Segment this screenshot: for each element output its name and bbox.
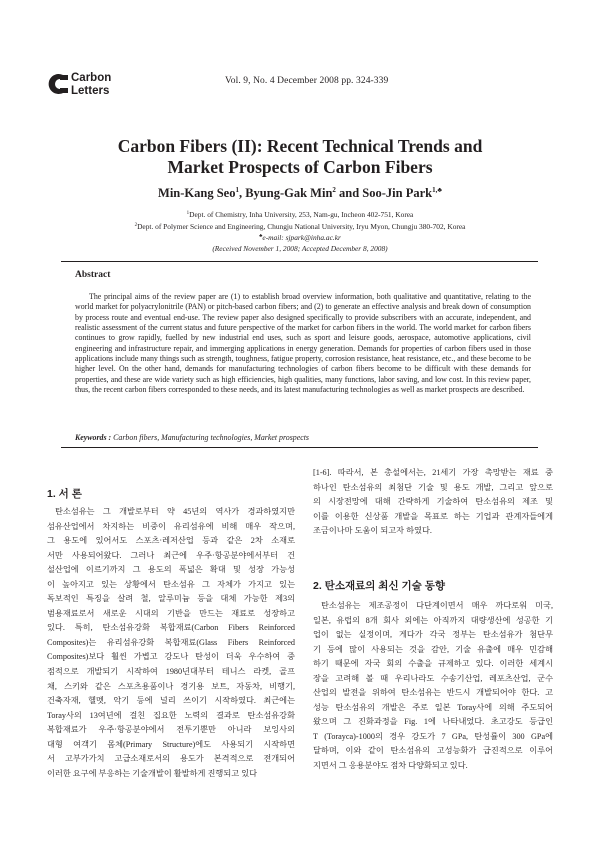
text-line: 지면서 그 응용분야도 점차 다양화되고 있다. (313, 761, 468, 771)
text-line: 범용재료로서 새로운 시대의 기반을 만드는 재료로 성장하고 (47, 608, 295, 618)
journal-logo (46, 72, 126, 100)
carbon-letters-logo-icon (46, 72, 68, 96)
text-line: 이를 이용한 신상품 개발을 목표로 하는 기업과 관계자들에게 (313, 511, 553, 521)
received-dates: (Received November 1, 2008; Accepted December 8, 2008) (212, 243, 388, 253)
text-line: 달하며, 이와 같이 탄소섬유의 고성능화가 급진적으로 이루어 (313, 746, 553, 756)
text-line: 의 시장전망에 대해 간략하게 기술하여 탄소섬유의 제조 및 (313, 497, 553, 507)
text-line: Toray사의 13여년에 걸친 집요한 노력의 결과로 탄소섬유강화 (47, 710, 295, 720)
author-1-affil: 1 (235, 186, 239, 194)
keywords (75, 433, 309, 442)
text-line: 업이 없는 실정이며, 게다가 각국 정부는 탄소섬유가 첨단무 (313, 630, 553, 640)
text-line: 서 고부가가치 고급소재로서의 용도가 본격적으로 전개되어 (47, 754, 295, 764)
text-line: 서만 사용되어왔다. 그러나 최근에 우주·항공분야에서부터 건 (47, 550, 295, 560)
affiliations (0, 209, 600, 254)
abstract-heading: Abstract (75, 270, 111, 280)
text-line: 하기 때문에 자국 회의 수출을 규제하고 있다. 이러한 세계시 (313, 659, 553, 669)
text-line: 설산업에 이르기까지 그 용도의 폭넓은 확대 및 성장 가능성 (47, 565, 295, 575)
text-line: 섬유산업에서 차지하는 비중이 유리섬유에 비해 매우 작으며, (47, 521, 295, 531)
text-line: 점적으로 개발되기 시작하여 1980년대부터 테니스 라켓, 골프 (47, 667, 295, 677)
author-2-affil: 2 (332, 186, 336, 194)
affiliation-1 (0, 209, 600, 221)
text-line: 산업의 발전을 위하여 탄소섬유는 반드시 개발되어야 한다. 고 (313, 688, 553, 698)
text-line: 장을 고려해 볼 때 우리나라도 수송기산업, 레포츠산업, 군수 (313, 673, 553, 683)
author-2: , Byung-Gak Min (238, 186, 333, 200)
paper-title-line2: Market Prospects of Carbon Fibers (167, 157, 433, 177)
keywords-text: Carbon fibers, Manufacturing technologies, Market prospects (111, 433, 309, 442)
text-line: 채, 스키와 같은 스포츠용품이나 경기용 보트, 자동차, 비행기, (47, 681, 295, 691)
journal-name-line1: Carbon (71, 72, 112, 84)
section-2-body (313, 599, 553, 774)
section-1-body (47, 505, 295, 781)
text-line: 성능 탄소섬유의 개발은 주로 일본 Toray사에 의해 주도되어 (313, 702, 553, 712)
text-line: T (Torayca)-1000의 경우 강도가 7 GPa, 탄성률이 300 GPa에 (313, 731, 553, 741)
keywords-label: Keywords : (75, 433, 112, 442)
paper-title (0, 136, 600, 178)
text-line: 왔으며 그 진화과정을 Fig. 1에 나타내었다. 초고강도 등급인 (313, 717, 553, 727)
journal-name (71, 72, 111, 97)
text-line: 이 높아지고 있는 상황에서 탄소섬유 그 자체가 가지고 있는 (47, 579, 295, 589)
section-2-heading: 2. 탄소재료의 최신 기술 동향 (313, 580, 445, 592)
text-line: 건축자재, 헬멧, 악기 등에 널리 쓰이기 시작하였다. 최근에는 (47, 696, 295, 706)
text-line: 탄소섬유는 그 개발로부터 약 45년의 역사가 경과하였지만 (55, 507, 295, 516)
email-text[interactable]: e-mail: sjpark@inha.ac.kr (262, 233, 341, 242)
abstract-body: The principal aims of the review paper are (1) to establish broad overview information, both qualitative and quantitative, relating to the world market for polyacrylonitrile (PAN) or pitch-based carbon fibers; and (2) to generate an effective analysis and break down of consumption by process route and eventual end-use. The review paper also designed specifically to provide subscribers with an accurate, independent, and realistic assessment of the current status and future perspective of the market for carbon fibers in the world. The world market for carbon fibers continues to grow rapidly, fuelled by new industrial end uses, such as sport and leisure goods, aerospace, automotive applications, civil engineering and infrastructure repair, and immerging applications in energy generation. Demands for properties of carbon fibers used in those applications include many things such as strength, toughness, fatigue property, corrosion resistance, heat resistance, etc., and these become to be higher level. On the other hand, demands for manufacturing technologies of carbon fibers become to be difficult with these demands for properties, and these are wide variety such as high efficiencies, high qualities, many functions, labor saving, and low cost. In this review paper, thus, the recent carbon fibers corresponded to these needs, and its latest manufacturing technologies as well as market prospects are described. (75, 292, 531, 395)
text-line: 일본, 유럽의 8개 회사 외에는 아직까지 대량생산에 성공한 기 (313, 615, 553, 625)
text-line: 하나인 탄소섬유의 최첨단 기술 및 용도 개발, 그리고 앞으로 (313, 482, 553, 492)
section-1-continued (313, 466, 553, 539)
text-line: Composites)는 유리섬유강화 복합재료(Glass Fibers Reinforced (47, 637, 295, 647)
text-line: 탄소섬유는 제조공정이 다단계이면서 매우 까다로워 미국, (321, 601, 553, 610)
abstract-box (61, 261, 538, 448)
text-line: 독보적인 특징을 살려 철, 알루미늄 등을 대체 가능한 제3의 (47, 594, 295, 604)
text-line: 대형 여객기 몸체(Primary Structure)에도 사용되기 시작하면 (47, 739, 295, 749)
issue-info: Vol. 9, No. 4 December 2008 pp. 324-339 (225, 76, 389, 86)
text-line: Composites)보다 훨씬 가볍고 강도나 탄성이 더욱 우수하여 중 (47, 652, 295, 662)
author-list (0, 186, 600, 201)
text-line: 그 용도에 있어서도 스포츠·레저산업 등과 같은 2차 소재로 (47, 536, 295, 546)
affiliation-2-mark: 2 (134, 222, 138, 228)
affiliation-2-text: Dept. of Polymer Science and Engineering, Chungju National University, Iryu Myon, Chungju 380-702, Korea (137, 221, 466, 231)
email-mark: ♣ (259, 234, 263, 239)
author-1: Min-Kang Seo (158, 186, 236, 200)
text-line: 기 등에 많이 사용되는 것을 감안, 기술 유출에 매우 민감해 (313, 644, 553, 654)
text-line: 복합재료가 우주·항공분야에서 전투기뿐만 아니라 보잉사의 (47, 725, 295, 735)
journal-name-line2: Letters (71, 84, 110, 97)
affiliation-1-mark: 1 (186, 211, 190, 216)
text-line: 조금이나마 도움이 되고자 하였다. (313, 526, 432, 536)
paper-title-line1: Carbon Fibers (II): Recent Technical Trends and (117, 136, 483, 156)
affiliation-2 (0, 221, 600, 233)
text-line: 이러한 요구에 부응하는 기술개발이 활발하게 진행되고 있다 (47, 768, 258, 778)
author-3: and Soo-Jin Park (335, 186, 433, 200)
affiliation-1-text: Dept. of Chemistry, Inha University, 253, Nam-gu, Incheon 402-751, Korea (189, 210, 414, 219)
author-3-affil: 1,♣ (432, 186, 442, 194)
text-line: 있다. 특히, 탄소섬유강화 복합재료(Carbon Fibers Reinforced (47, 623, 295, 633)
text-line: [1-6]. 따라서, 본 총설에서는, 21세기 가장 촉망받는 재료 중 (313, 468, 553, 477)
corresponding-email (0, 232, 600, 244)
section-1-heading: 1. 서 론 (47, 488, 82, 500)
